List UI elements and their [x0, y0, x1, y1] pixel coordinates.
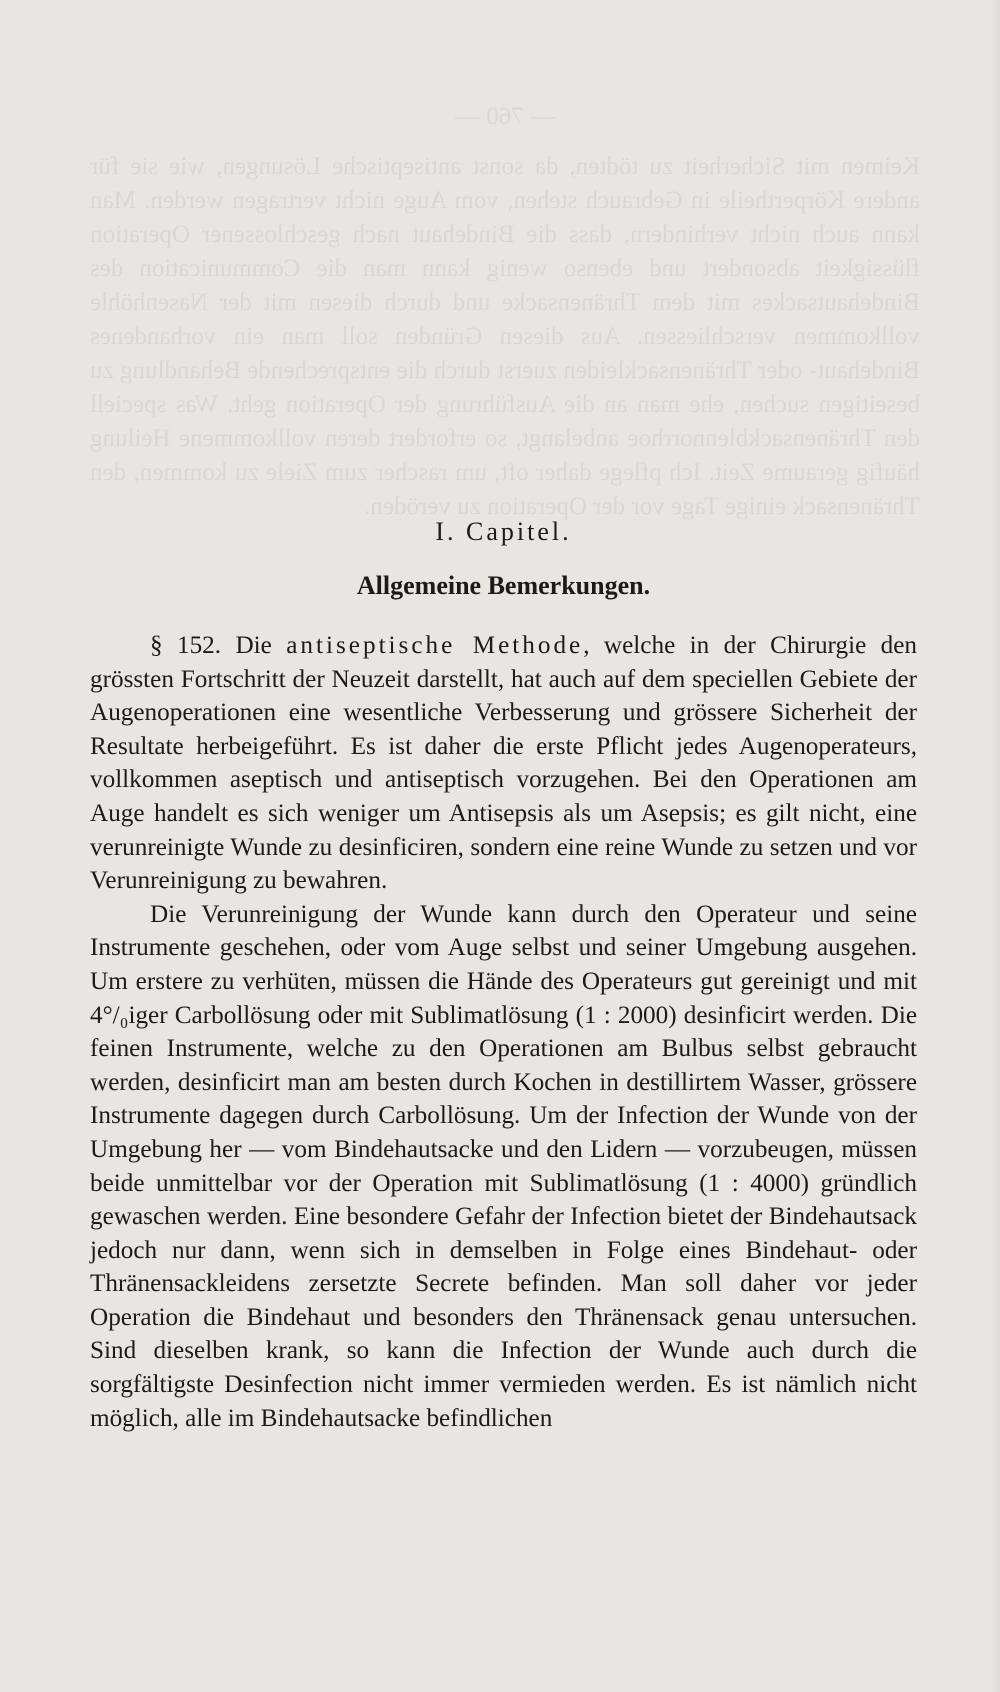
reverse-page-bleed-through: — 760 — Keimen mit Sicherheit zu tödten, da sonst antiseptische Lösungen, wie sie für andere Körpertheile in Gebrauch stehen, vom Auge nicht vertragen werden. Man kann auch nicht verhindern, dass die Bindehaut nach geschlossener Operation flüssigkeit absondert und ebenso wenig kann man die Communication des Bindehautsackes mit dem Thränensacke und durch diesen mit der Nasenhöhle vollkommen verschliessen. Aus diesen Gründen soll man ein vorhandenes Bindehaut- oder Thränensackleiden zuerst durch die entsprechende Behandlung zu beseitigen suchen, ehe man an die Ausführung der Operation geht. Was speciell den Thränensackblennorrhoe anbelangt, so erfordert deren vollkommene Heilung häufig geraume Zeit. Ich pflege daher oft, um rascher zum Ziele zu kommen, den Thränensack einige Tage vor der Operation zu veröden. — [90, 103, 920, 520]
page-content — [90, 515, 917, 1435]
paragraph-text: , welche in der Chirurgie den grössten Fortschritt der Neuzeit darstellt, hat auch auf dem speciellen Gebiete der Augenoperationen eine wesentliche Verbesserung und grössere Sicherheit der Resultate herbeigeführt. Es ist daher die erste Pflicht jedes Augenoperateurs, vollkommen aseptisch und antiseptisch vorzugehen. Bei den Operationen am Auge handelt es sich weniger um Antisepsis als um Asepsis; es gilt nicht, eine verunreinigte Wunde zu desinficiren, sondern eine reine Wunde zu setzen und vor Verunreinigung zu bewahren. — [90, 632, 918, 895]
paragraph-antiseptic-method — [90, 629, 917, 898]
paragraph-contamination: Die Verunreinigung der Wunde kann durch den Operateur und seine Instrumente geschehen, oder vom Auge selbst und seiner Umgebung ausgehen. Um erstere zu verhüten, müssen die Hände des Operateurs gut gereinigt und mit 4°/₀iger Carbollösung oder mit Sublimatlösung (1 : 2000) desinficirt werden. Die feinen Instrumente, welche zu den Operationen am Bulbus selbst gebraucht werden, desinficirt man am besten durch Kochen in destillirtem Wasser, grössere Instrumente dagegen durch Carbollösung. Um der Infection der Wunde von der Umgebung her — vom Bindehautsacke und den Lidern — vorzubeugen, müssen beide unmittelbar vor der Operation mit Sublimatlösung (1 : 4000) gründlich gewaschen werden. Eine besondere Gefahr der Infection bietet der Bindehautsack jedoch nur dann, wenn sich in demselben in Folge eines Bindehaut- oder Thränensackleidens zersetzte Secrete befinden. Man soll daher vor jeder Operation die Bindehaut und besonders den Thränensack genau untersuchen. Sind dieselben krank, so kann die Infection der Wunde auch durch die sorgfältigste Desinfection nicht immer vermieden werden. Es ist nämlich nicht möglich, alle im Bindehautsacke befindlichen — [90, 900, 917, 1432]
page-edge — [992, 0, 1000, 1692]
section-number: § 152. Die — [150, 632, 287, 659]
chapter-heading: I. Capitel. — [435, 517, 572, 546]
emphasized-term: antiseptische Methode — [286, 632, 584, 659]
section-heading: Allgemeine Bemerkungen. — [356, 571, 651, 600]
